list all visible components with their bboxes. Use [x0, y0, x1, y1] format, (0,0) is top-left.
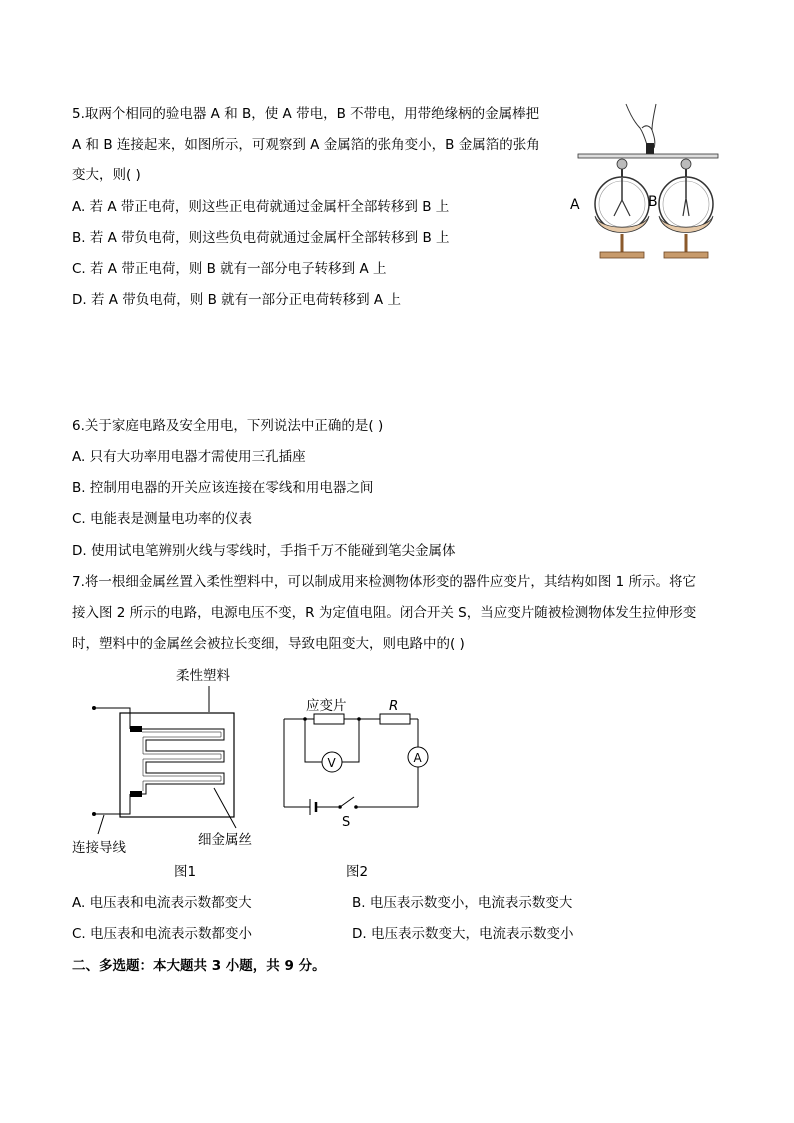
- electroscope-label-a: A: [570, 197, 580, 213]
- electroscope-label-b: B: [648, 194, 658, 210]
- figure-1-caption: 图1: [174, 864, 197, 880]
- q6-option-d: D. 使用试电笔辨别火线与零线时，手指千万不能碰到笔尖金属体: [72, 543, 456, 559]
- q7-option-d: D. 电压表示数变大，电流表示数变小: [352, 926, 574, 942]
- electroscope-figure: [560, 98, 725, 263]
- label-resistor-r: R: [389, 698, 399, 714]
- q6-stem: 6.关于家庭电路及安全用电，下列说法中正确的是( ): [72, 418, 384, 434]
- voltmeter-label: V: [327, 756, 336, 770]
- q6-option-c: C. 电能表是测量电功率的仪表: [72, 511, 253, 527]
- figure-2-caption: 图2: [346, 864, 369, 880]
- q6-option-b: B. 控制用电器的开关应该连接在零线和用电器之间: [72, 480, 374, 496]
- q7-stem-line-1: 7.将一根细金属丝置入柔性塑料中，可以制成用来检测物体形变的器件应变片，其结构如图 1 所示。将它: [72, 574, 697, 590]
- label-strain-gauge: 应变片: [306, 698, 347, 714]
- q7-option-c: C. 电压表和电流表示数都变小: [72, 926, 253, 942]
- q7-stem-line-2: 接入图 2 所示的电路，电源电压不变，R 为定值电阻。闭合开关 S，当应变片随被检测物体发生拉伸形变: [72, 605, 697, 621]
- q7-option-a: A. 电压表和电流表示数都变大: [72, 895, 252, 911]
- q5-stem-line-2: A 和 B 连接起来，如图所示，可观察到 A 金属箔的张角变小，B 金属箔的张角: [72, 137, 540, 153]
- q5-stem-line-1: 5.取两个相同的验电器 A 和 B，使 A 带电，B 不带电，用带绝缘柄的金属棒把: [72, 106, 540, 122]
- q7-option-b: B. 电压表示数变小，电流表示数变大: [352, 895, 573, 911]
- section-2-heading: 二、多选题：本大题共 3 小题，共 9 分。: [72, 958, 326, 974]
- q5-option-d: D. 若 A 带负电荷，则 B 就有一部分正电荷转移到 A 上: [72, 292, 401, 308]
- label-connecting-lead: 连接导线: [72, 840, 126, 856]
- q5-option-a: A. 若 A 带正电荷，则这些正电荷就通过金属杆全部转移到 B 上: [72, 199, 450, 215]
- q5-option-c: C. 若 A 带正电荷，则 B 就有一部分电子转移到 A 上: [72, 261, 387, 277]
- ammeter-label: A: [413, 751, 422, 765]
- strain-gauge-figure: [64, 662, 274, 882]
- q7-stem-line-3: 时，塑料中的金属丝会被拉长变细，导致电阻变大，则电路中的( ): [72, 636, 465, 652]
- q5-stem-line-3: 变大，则( ): [72, 167, 141, 183]
- switch-label: S: [342, 815, 351, 830]
- q6-option-a: A. 只有大功率用电器才需使用三孔插座: [72, 449, 306, 465]
- label-flexible-plastic: 柔性塑料: [176, 668, 230, 684]
- q5-option-b: B. 若 A 带负电荷，则这些负电荷就通过金属杆全部转移到 B 上: [72, 230, 450, 246]
- label-thin-wire: 细金属丝: [198, 832, 252, 848]
- circuit-figure: [276, 690, 436, 882]
